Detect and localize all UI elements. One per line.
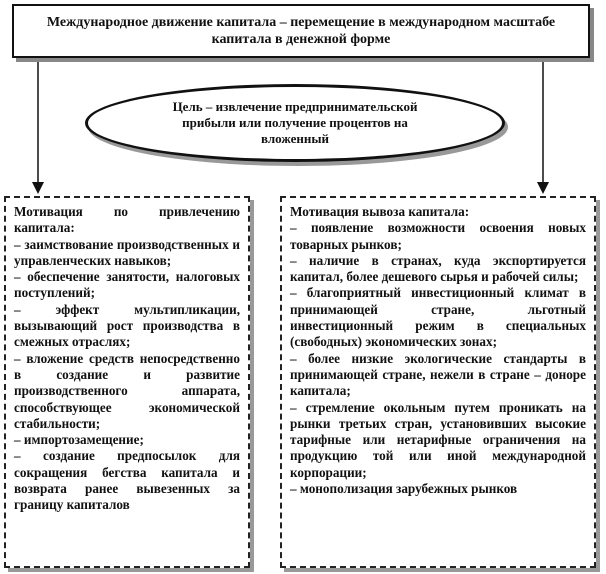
attraction-motivation-panel [4, 196, 250, 568]
export-motivation-panel [280, 196, 596, 568]
export-panel-title: Мотивация вывоза капитала: [290, 204, 470, 219]
list-item: – более низкие экологические стандарты в принимающей стране, нежели в стране – доноре капитала; [290, 350, 586, 399]
list-item: – монополизация зарубежных рынков [290, 481, 518, 497]
list-item: – благоприятный инвестиционный климат в принимающей стране, льготный инвестиционный режим в специальных (свободных) экономических зонах; [290, 285, 586, 350]
list-item: – заимствование производственных и управленческих навыков; [14, 236, 240, 268]
list-item: – обеспечение занятости, налоговых поступлений; [14, 269, 240, 301]
attraction-panel-title: Мотивация по привлечению капитала: [14, 204, 240, 236]
list-item: – эффект мультипликации, вызывающий рост производства в смежных отраслях; [14, 301, 240, 350]
list-item: – вложение средств непосредственно в создание и развитие производственного аппарата, способствующее экономической стабильности; [14, 350, 240, 431]
definition-text: Международное движение капитала – перемещение в международном масштабе капитала в денежной форме [46, 15, 556, 47]
list-item: – создание предпосылок для сокращения бегства капитала и возврата ранее вывезенных за границу капиталов [14, 448, 240, 513]
list-item: – стремление окольным путем проникать на рынки третьих стран, установивших высокие тарифные или нетарифные ограничения на продукцию той или иной международной корпорации; [290, 399, 586, 480]
goal-text: Цель – извлечение предпринимательской прибыли или получение процентов на вложенный [172, 99, 418, 146]
list-item: – импортозамещение; [14, 432, 144, 448]
definition-box [12, 4, 590, 58]
list-item: – появление возможности освоения новых товарных рынков; [290, 220, 586, 252]
list-item: – наличие в странах, куда экспортируется капитал, более дешевого сырья и рабочей силы; [290, 252, 586, 285]
goal-ellipse [85, 84, 505, 162]
